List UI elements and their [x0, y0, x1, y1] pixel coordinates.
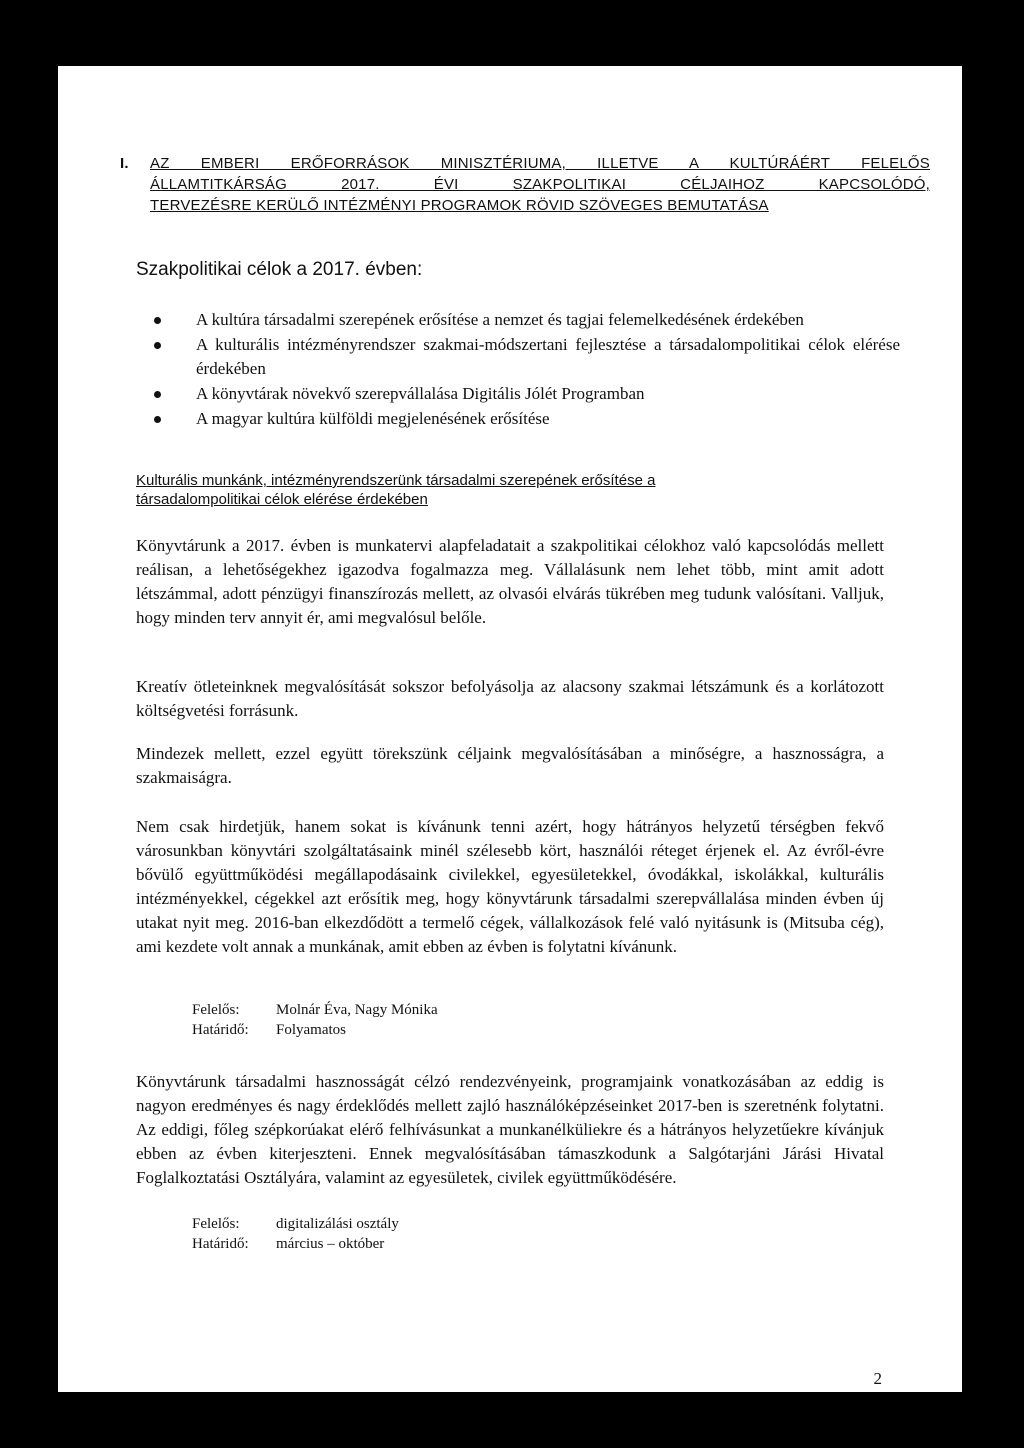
paragraph-4: Nem csak hirdetjük, hanem sokat is kívánunk tenni azért, hogy hátrányos helyzetű térségben fekvő városunkban könyvtári szolgáltatásaink minél szélesebb kört, használói réteget érjenek el. Az évről-évre bővülő együttműködési megállapodásaink civilekkel, egyesületekkel, óvodákkal, iskolákkal, kulturális intézményekkel, cégekkel azt erősítik meg, hogy könyvtárunk társadalmi szerepvállalása minden évben új utakat nyit meg. 2016-ban elkezdődött a termelő cégek, vállalkozások felé való nyitásunk is (Mitsuba cég), ami kezdete volt annak a munkának, amit ebben az évben is folytatni kívánunk.: [136, 817, 884, 956]
page-number: 2: [873, 1369, 882, 1388]
paragraph-5: Könyvtárunk társadalmi hasznosságát célzó rendezvényeink, programjaink vonatkozásában az eddig is nagyon eredményes és nagy érdeklődés mellett zajló használóképzéseinket 2017-ben is szeretnénk folytatni. Az eddigi, főleg szépkorúakat elérő felhívásunkat a munkanélküliekre és a hátrányos helyzetűekre kívánjuk ebben az évben kiterjeszteni. Ennek megvalósításában támaszkodunk a Salgótarjáni Járási Hivatal Foglalkoztatási Osztályára, valamint az egyesületek, civilek együttműködésére.: [136, 1072, 884, 1187]
responsible-label: Felelős:: [192, 1002, 240, 1018]
responsible-label: Felelős:: [192, 1216, 240, 1232]
list-item-text: A magyar kultúra külföldi megjelenésének erősítése: [196, 409, 550, 428]
chapter-heading: [120, 153, 930, 216]
responsible-row: [192, 1000, 438, 1020]
section-title: Kulturális munkánk, intézményrendszerünk társadalmi szerepének erősítése a társadalompolitikai célok elérése érdekében: [136, 472, 656, 508]
list-item: [154, 333, 900, 381]
policy-goals-list: [154, 308, 900, 432]
paragraph-3: Mindezek mellett, ezzel együtt törekszünk céljaink megvalósításában a minőségre, a hasznosságra, a szakmaiságra.: [136, 744, 884, 787]
paragraph-1: Könyvtárunk a 2017. évben is munkatervi alapfeladatait a szakpolitikai célokhoz való kapcsolódás mellett reálisan, a lehetőségekhez igazodva fogalmazza meg. Vállalásunk nem lehet több, mint amit adott létszámmal, adott pénzügyi finanszírozás mellett, az olvasói elvárás tükrében meg tudunk valósítani. Valljuk, hogy minden terv annyit ér, ami megvalósul belőle.: [136, 536, 884, 627]
deadline-value: március – október: [276, 1236, 385, 1252]
bullet-icon: [154, 317, 161, 324]
bullet-icon: [154, 416, 161, 423]
list-item: [154, 308, 900, 332]
list-item-text: A kulturális intézményrendszer szakmai-módszertani fejlesztése a társadalompolitikai célok elérése érdekében: [196, 335, 900, 378]
paragraph-2: Kreatív ötleteinknek megvalósítását sokszor befolyásolja az alacsony szakmai létszámunk és a korlátozott költségvetési forrásunk.: [136, 677, 884, 720]
bullet-icon: [154, 342, 161, 349]
deadline-label: Határidő:: [192, 1236, 249, 1252]
document-page: [58, 66, 962, 1392]
chapter-heading-line-1: AZ EMBERI ERŐFORRÁSOK MINISZTÉRIUMA, ILLETVE A KULTÚRÁÉRT FELELŐS: [150, 155, 930, 172]
deadline-label: Határidő:: [192, 1022, 249, 1038]
list-item: [154, 382, 900, 406]
deadline-row: [192, 1020, 438, 1040]
list-item-text: A kultúra társadalmi szerepének erősítése a nemzet és tagjai felemelkedésének érdekében: [196, 310, 804, 329]
bullet-icon: [154, 391, 161, 398]
responsible-value: Molnár Éva, Nagy Mónika: [276, 1002, 438, 1018]
list-item-text: A könyvtárak növekvő szerepvállalása Digitális Jólét Programban: [196, 384, 645, 403]
chapter-heading-line-3: TERVEZÉSRE KERÜLŐ INTÉZMÉNYI PROGRAMOK RÖVID SZÖVEGES BEMUTATÁSA: [150, 197, 769, 214]
responsible-block-2: [192, 1214, 399, 1254]
chapter-heading-line-2: ÁLLAMTITKÁRSÁG 2017. ÉVI SZAKPOLITIKAI CÉLJAIHOZ KAPCSOLÓDÓ,: [150, 176, 930, 193]
list-item: [154, 407, 900, 431]
responsible-row: [192, 1214, 399, 1234]
policy-goals-subheading: Szakpolitikai célok a 2017. évben:: [136, 259, 423, 280]
deadline-value: Folyamatos: [276, 1022, 346, 1038]
chapter-number: I.: [120, 155, 129, 172]
responsible-block-1: [192, 1000, 438, 1040]
responsible-value: digitalizálási osztály: [276, 1216, 399, 1232]
deadline-row: [192, 1234, 399, 1254]
